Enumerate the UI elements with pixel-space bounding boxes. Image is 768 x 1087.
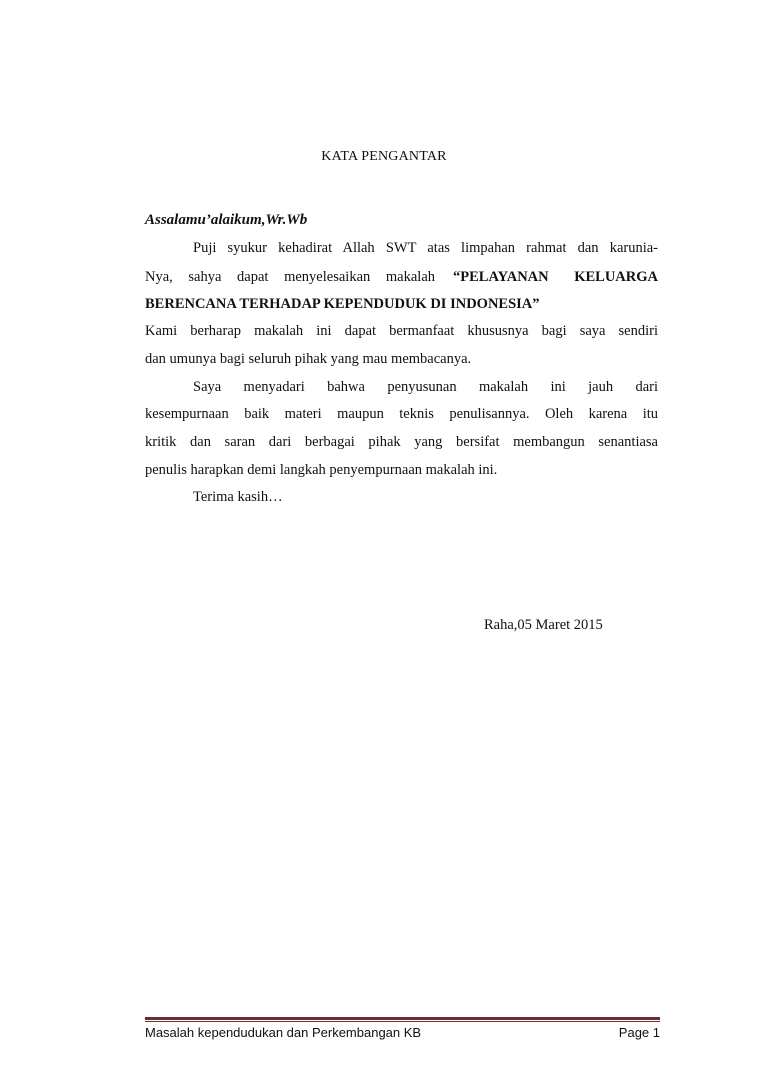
footer-divider-thin (145, 1021, 660, 1022)
paragraph-line: Saya menyadari bahwa penyusunan makalah ini jauh dari (193, 379, 658, 395)
place-date: Raha,05 Maret 2015 (484, 617, 603, 633)
paragraph-line-row (145, 269, 658, 286)
paragraph-line (145, 269, 658, 286)
paragraph-line: dan umunya bagi seluruh pihak yang mau membacanya. (145, 351, 472, 367)
footer-divider (145, 1017, 660, 1020)
paragraph-line: kesempurnaan baik materi maupun teknis penulisannya. Oleh karena itu (145, 406, 658, 422)
paragraph-line: penulis harapkan demi langkah penyempurnaan makalah ini. (145, 462, 498, 478)
paragraph-line-text: Nya, sahya dapat menyelesaikan makalah (145, 269, 435, 285)
paragraph-line: kritik dan saran dari berbagai pihak yang bersifat membangun senantiasa (145, 434, 658, 450)
closing-line: Terima kasih… (193, 489, 283, 505)
paragraph-line: Kami berharap makalah ini dapat bermanfaat khususnya bagi saya sendiri (145, 323, 658, 339)
page-number: Page 1 (618, 1025, 660, 1040)
paragraph-line: Puji syukur kehadirat Allah SWT atas limpahan rahmat dan karunia- (193, 240, 658, 256)
footer-text: Masalah kependudukan dan Perkembangan KB (145, 1025, 422, 1040)
page-title: KATA PENGANTAR (321, 149, 447, 164)
paragraph-line-bold-text: “PELAYANAN KELUARGA (453, 269, 658, 285)
paragraph-line-bold: BERENCANA TERHADAP KEPENDUDUK DI INDONESIA” (145, 296, 540, 312)
greeting: Assalamu’alaikum,Wr.Wb (145, 212, 308, 228)
